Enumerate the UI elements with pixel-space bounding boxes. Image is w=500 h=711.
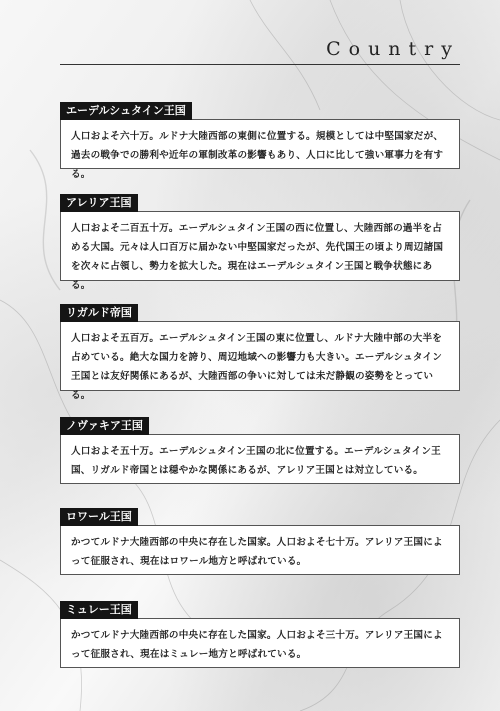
country-name: ノヴァキア王国 (60, 417, 149, 435)
country-name: リガルド帝国 (60, 304, 138, 322)
country-description: 人口およそ五百万。エーデルシュタイン王国の東に位置し、ルドナ大陸中部の大半を占めている。絶大な国力を誇り、周辺地域への影響力も大きい。エーデルシュタイン王国とは友好関係にあるが、大陸西部の争いに対しては未だ静観の姿勢をとっている。 (60, 321, 460, 391)
country-name: ミュレー王国 (60, 601, 138, 619)
country-section-novakia (60, 414, 460, 484)
country-description: 人口およそ六十万。ルドナ大陸西部の東側に位置する。規模としては中堅国家だが、過去の戦争での勝利や近年の軍制改革の影響もあり、人口に比して強い軍事力を有する。 (60, 119, 460, 169)
country-section-edelstein (60, 99, 460, 180)
country-section-aleria (60, 191, 460, 291)
country-description: 人口およそ五十万。エーデルシュタイン王国の北に位置する。エーデルシュタイン王国、リガルド帝国とは穏やかな関係にあるが、アレリア王国とは対立している。 (60, 434, 460, 484)
country-description: かつてルドナ大陸西部の中央に存在した国家。人口およそ三十万。アレリア王国によって征服され、現在はミュレー地方と呼ばれている。 (60, 618, 460, 668)
country-description: かつてルドナ大陸西部の中央に存在した国家。人口およそ七十万。アレリア王国によって征服され、現在はロワール地方と呼ばれている。 (60, 525, 460, 575)
country-section-loire (60, 505, 460, 575)
country-name: エーデルシュタイン王国 (60, 102, 192, 120)
country-description: 人口およそ二百五十万。エーデルシュタイン王国の西に位置し、大陸西部の過半を占める大国。元々は人口百万に届かない中堅国家だったが、先代国王の頃より周辺諸国を次々に占領し、勢力を拡大した。現在はエーデルシュタイン王国と戦争状態にある。 (60, 211, 460, 281)
country-section-muret (60, 598, 460, 668)
page-header (60, 38, 460, 65)
country-name: アレリア王国 (60, 194, 138, 212)
country-section-rigardo (60, 301, 460, 401)
page-title: Country (326, 38, 460, 60)
country-name: ロワール王国 (60, 508, 138, 526)
